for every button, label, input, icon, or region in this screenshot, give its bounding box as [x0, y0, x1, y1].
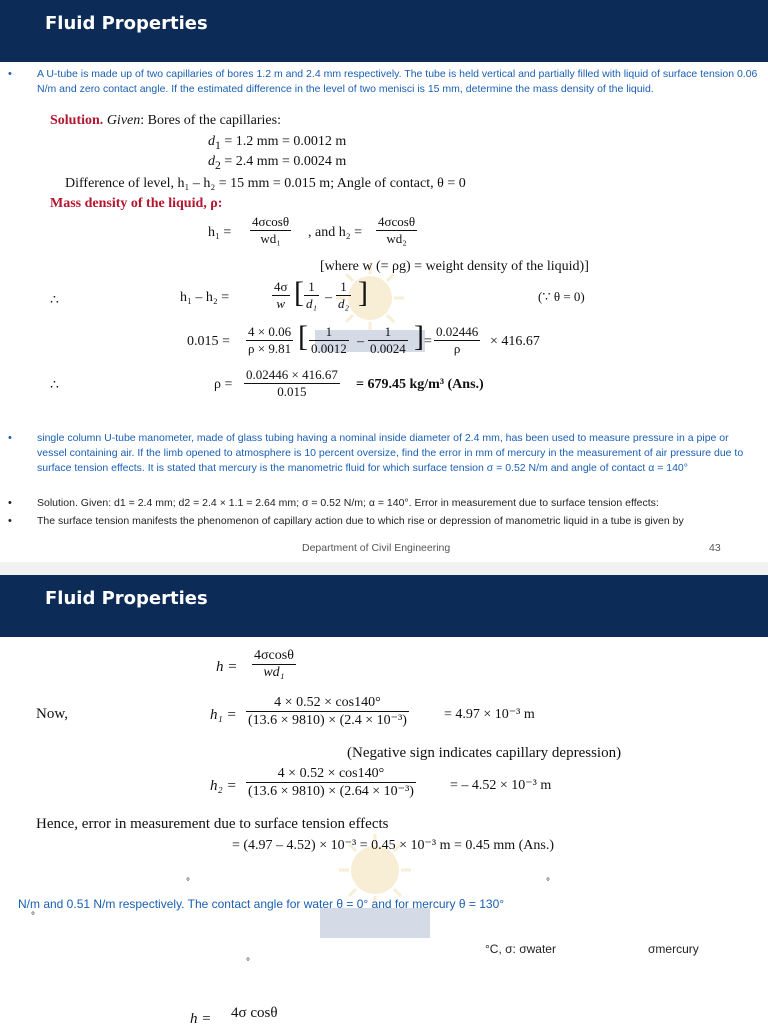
eq2-frac-d1 — [304, 279, 319, 312]
eq3-rden: ρ — [453, 341, 461, 356]
therefore-1: ∴ — [50, 293, 59, 308]
bullet-4: • — [8, 515, 12, 527]
eq1-fraction-2 — [376, 214, 417, 247]
capillary-statement: The surface tension manifests the phenomenon of capillary action due to which rise or depression of manometric liquid in a tube is given by — [37, 515, 684, 527]
eq3-minus: – — [357, 334, 364, 349]
slide-title: Fluid Properties — [45, 13, 208, 34]
eq2-lhs: h₁ – h₂ = — [180, 290, 230, 305]
slide-44 — [0, 575, 768, 1024]
solution-given — [50, 113, 281, 129]
now-label: Now, — [36, 706, 68, 722]
eq3-den2: 0.0024 — [370, 341, 406, 356]
sigma-water-label: °C, σ: σwater — [485, 942, 556, 956]
degree-mark-1: ° — [186, 877, 190, 888]
h-eq-lhs: h = — [216, 659, 238, 675]
eq2-minus: – — [325, 290, 332, 305]
h2-fraction — [246, 766, 416, 800]
eq2-bracket-left: [ — [294, 276, 304, 309]
eq4-den: 0.015 — [277, 384, 307, 399]
eq3-result-fraction — [434, 324, 480, 357]
sigma-mercury-label: σmercury — [648, 942, 699, 956]
eq2-one-1: 1 — [304, 279, 319, 296]
title-bar — [0, 0, 768, 62]
eq3-lhs: 0.015 = — [187, 334, 230, 349]
slide-gap — [0, 562, 768, 575]
difference-line — [65, 176, 466, 192]
difference-value: = 15 mm = 0.015 m; Angle of contact, θ = 0 — [218, 176, 466, 191]
degree-mark-3: ° — [31, 911, 35, 922]
eq3-rnum: 0.02446 — [436, 324, 479, 339]
h1-num: 4 × 0.52 × cos140° — [246, 695, 409, 712]
eq3-den1: 0.0012 — [311, 341, 347, 356]
negative-sign-note: (Negative sign indicates capillary depression) — [347, 745, 622, 761]
eq1-num2: 4σcosθ — [378, 214, 416, 229]
given-label: Given — [106, 113, 141, 128]
h2-lhs: h₂ = — [210, 778, 237, 794]
eq2-bracket-right: ] — [358, 276, 368, 309]
eq2-frac-d2 — [336, 279, 351, 312]
eq1-h1-lhs: h₁ = — [208, 225, 232, 240]
h1-fraction — [246, 695, 409, 729]
h1-result: = 4.97 × 10⁻³ m — [444, 707, 535, 722]
d1-line: $d_1 = 1.2$ mm = 0.0012 m — [208, 134, 347, 152]
eq2-d2: d₂ — [338, 296, 350, 311]
given-rest: : Bores of the capillaries: — [140, 113, 281, 128]
eq3-equals: = — [424, 334, 432, 349]
slide-title-2: Fluid Properties — [45, 588, 208, 609]
eq3-frac-b — [368, 324, 408, 357]
where-note: [where w (= ρg) = weight density of the liquid)] — [320, 259, 589, 274]
eq2-den: w — [276, 296, 286, 311]
d2-line: $d_2 = 2.4$ mm = 0.0024 m — [208, 154, 347, 172]
eq3-mult: × 416.67 — [490, 334, 540, 349]
error-equation: = (4.97 – 4.52) × 10⁻³ = 0.45 × 10⁻³ m = 0.45 mm (Ans.) — [232, 838, 555, 853]
bullet-3: • — [8, 497, 12, 509]
solution-label: Solution. — [50, 113, 104, 128]
degree-mark-2: ° — [546, 877, 550, 888]
eq4-lhs: ρ = — [214, 377, 233, 392]
surface-tension-line: N/m and 0.51 N/m respectively. The contact angle for water θ = 0° and for mercury θ = 130° — [18, 897, 505, 911]
bullet-1: • — [8, 68, 12, 80]
title-bar-2 — [0, 575, 768, 637]
eq3-bracket-left: [ — [298, 320, 308, 353]
eq1-fraction-1 — [250, 214, 291, 247]
eq3-one-2: 1 — [368, 324, 408, 341]
eq4-num: 0.02446 × 416.67 — [246, 367, 338, 382]
eq2-num: 4σ — [274, 279, 288, 294]
eq1-and: , and h₂ = — [308, 225, 362, 240]
eq3-bracket-right: ] — [414, 320, 424, 353]
h-eq-den: wd₁ — [263, 665, 285, 680]
footer-department: Department of Civil Engineering — [302, 542, 451, 554]
eq2-d1: d₁ — [306, 296, 318, 311]
bullet-2: • — [8, 432, 12, 444]
eq3-den: ρ × 9.81 — [248, 341, 292, 356]
therefore-2: ∴ — [50, 378, 59, 393]
page-number: 43 — [709, 542, 721, 554]
eq1-den1: wd₁ — [260, 231, 281, 246]
eq3-fraction — [246, 324, 293, 357]
eq2-fraction — [272, 279, 290, 312]
hence-line: Hence, error in measurement due to surface tension effects — [36, 816, 389, 832]
d2-value: = 2.4 mm = 0.0024 m — [224, 154, 347, 169]
h1-lhs: h₁ = — [210, 707, 237, 723]
bottom-h-lhs: h = — [190, 1011, 212, 1024]
eq2-one-2: 1 — [336, 279, 351, 296]
d1-value: = 1.2 mm = 0.0012 m — [224, 134, 347, 149]
difference-label: Difference of level, h₁ – h₂ — [65, 176, 216, 191]
eq2-condition: (∵ θ = 0) — [538, 289, 585, 304]
eq1-num1: 4σcosθ — [252, 214, 290, 229]
h-eq-fraction — [252, 648, 296, 681]
eq3-one-1: 1 — [309, 324, 349, 341]
h2-den: (13.6 × 9810) × (2.64 × 10⁻³) — [248, 784, 414, 799]
manometer-given: Solution. Given: d1 = 2.4 mm; d2 = 2.4 × 1.1 = 2.64 mm; σ = 0.52 N/m; α = 140°. Error in measurement due to surface tension effects: — [37, 497, 659, 509]
h2-num: 4 × 0.52 × cos140° — [246, 766, 416, 783]
h1-den: (13.6 × 9810) × (2.4 × 10⁻³) — [248, 713, 407, 728]
eq4-result: = 679.45 kg/m³ (Ans.) — [356, 377, 484, 392]
problem-statement: A U-tube is made up of two capillaries of bores 1.2 m and 2.4 mm respectively. The tube is held vertical and partially filled with liquid of surface tension 0.06 N/m and zero contact angle. If the estimated difference in the level of two menisci is 15 mm, determine the mass density of the liquid. — [37, 68, 758, 96]
h2-result: = – 4.52 × 10⁻³ m — [450, 778, 552, 793]
eq1-den2: wd₂ — [386, 231, 407, 246]
h-eq-num: 4σcosθ — [254, 648, 294, 663]
degree-mark-4: ° — [246, 957, 250, 968]
manometer-problem: single column U-tube manometer, made of glass tubing having a nominal inside diameter of 2.4 mm, has been used to measure pressure in a pipe or vessel containing air. If the limb opened to atmosphere is 10 percent oversize, find the error in mm of mercury in the measurement of air pressure due to surface tension effects. It is stated that mercury is the manometric fluid for which surface tension σ = 0.52 N/m and angle of contact α = 140° — [37, 432, 744, 475]
eq3-num: 4 × 0.06 — [248, 324, 292, 339]
eq4-fraction — [244, 367, 340, 400]
eq3-frac-a — [309, 324, 349, 357]
mass-density-heading: Mass density of the liquid, ρ: — [50, 196, 223, 211]
bottom-h-num: 4σ cosθ — [231, 1005, 278, 1021]
